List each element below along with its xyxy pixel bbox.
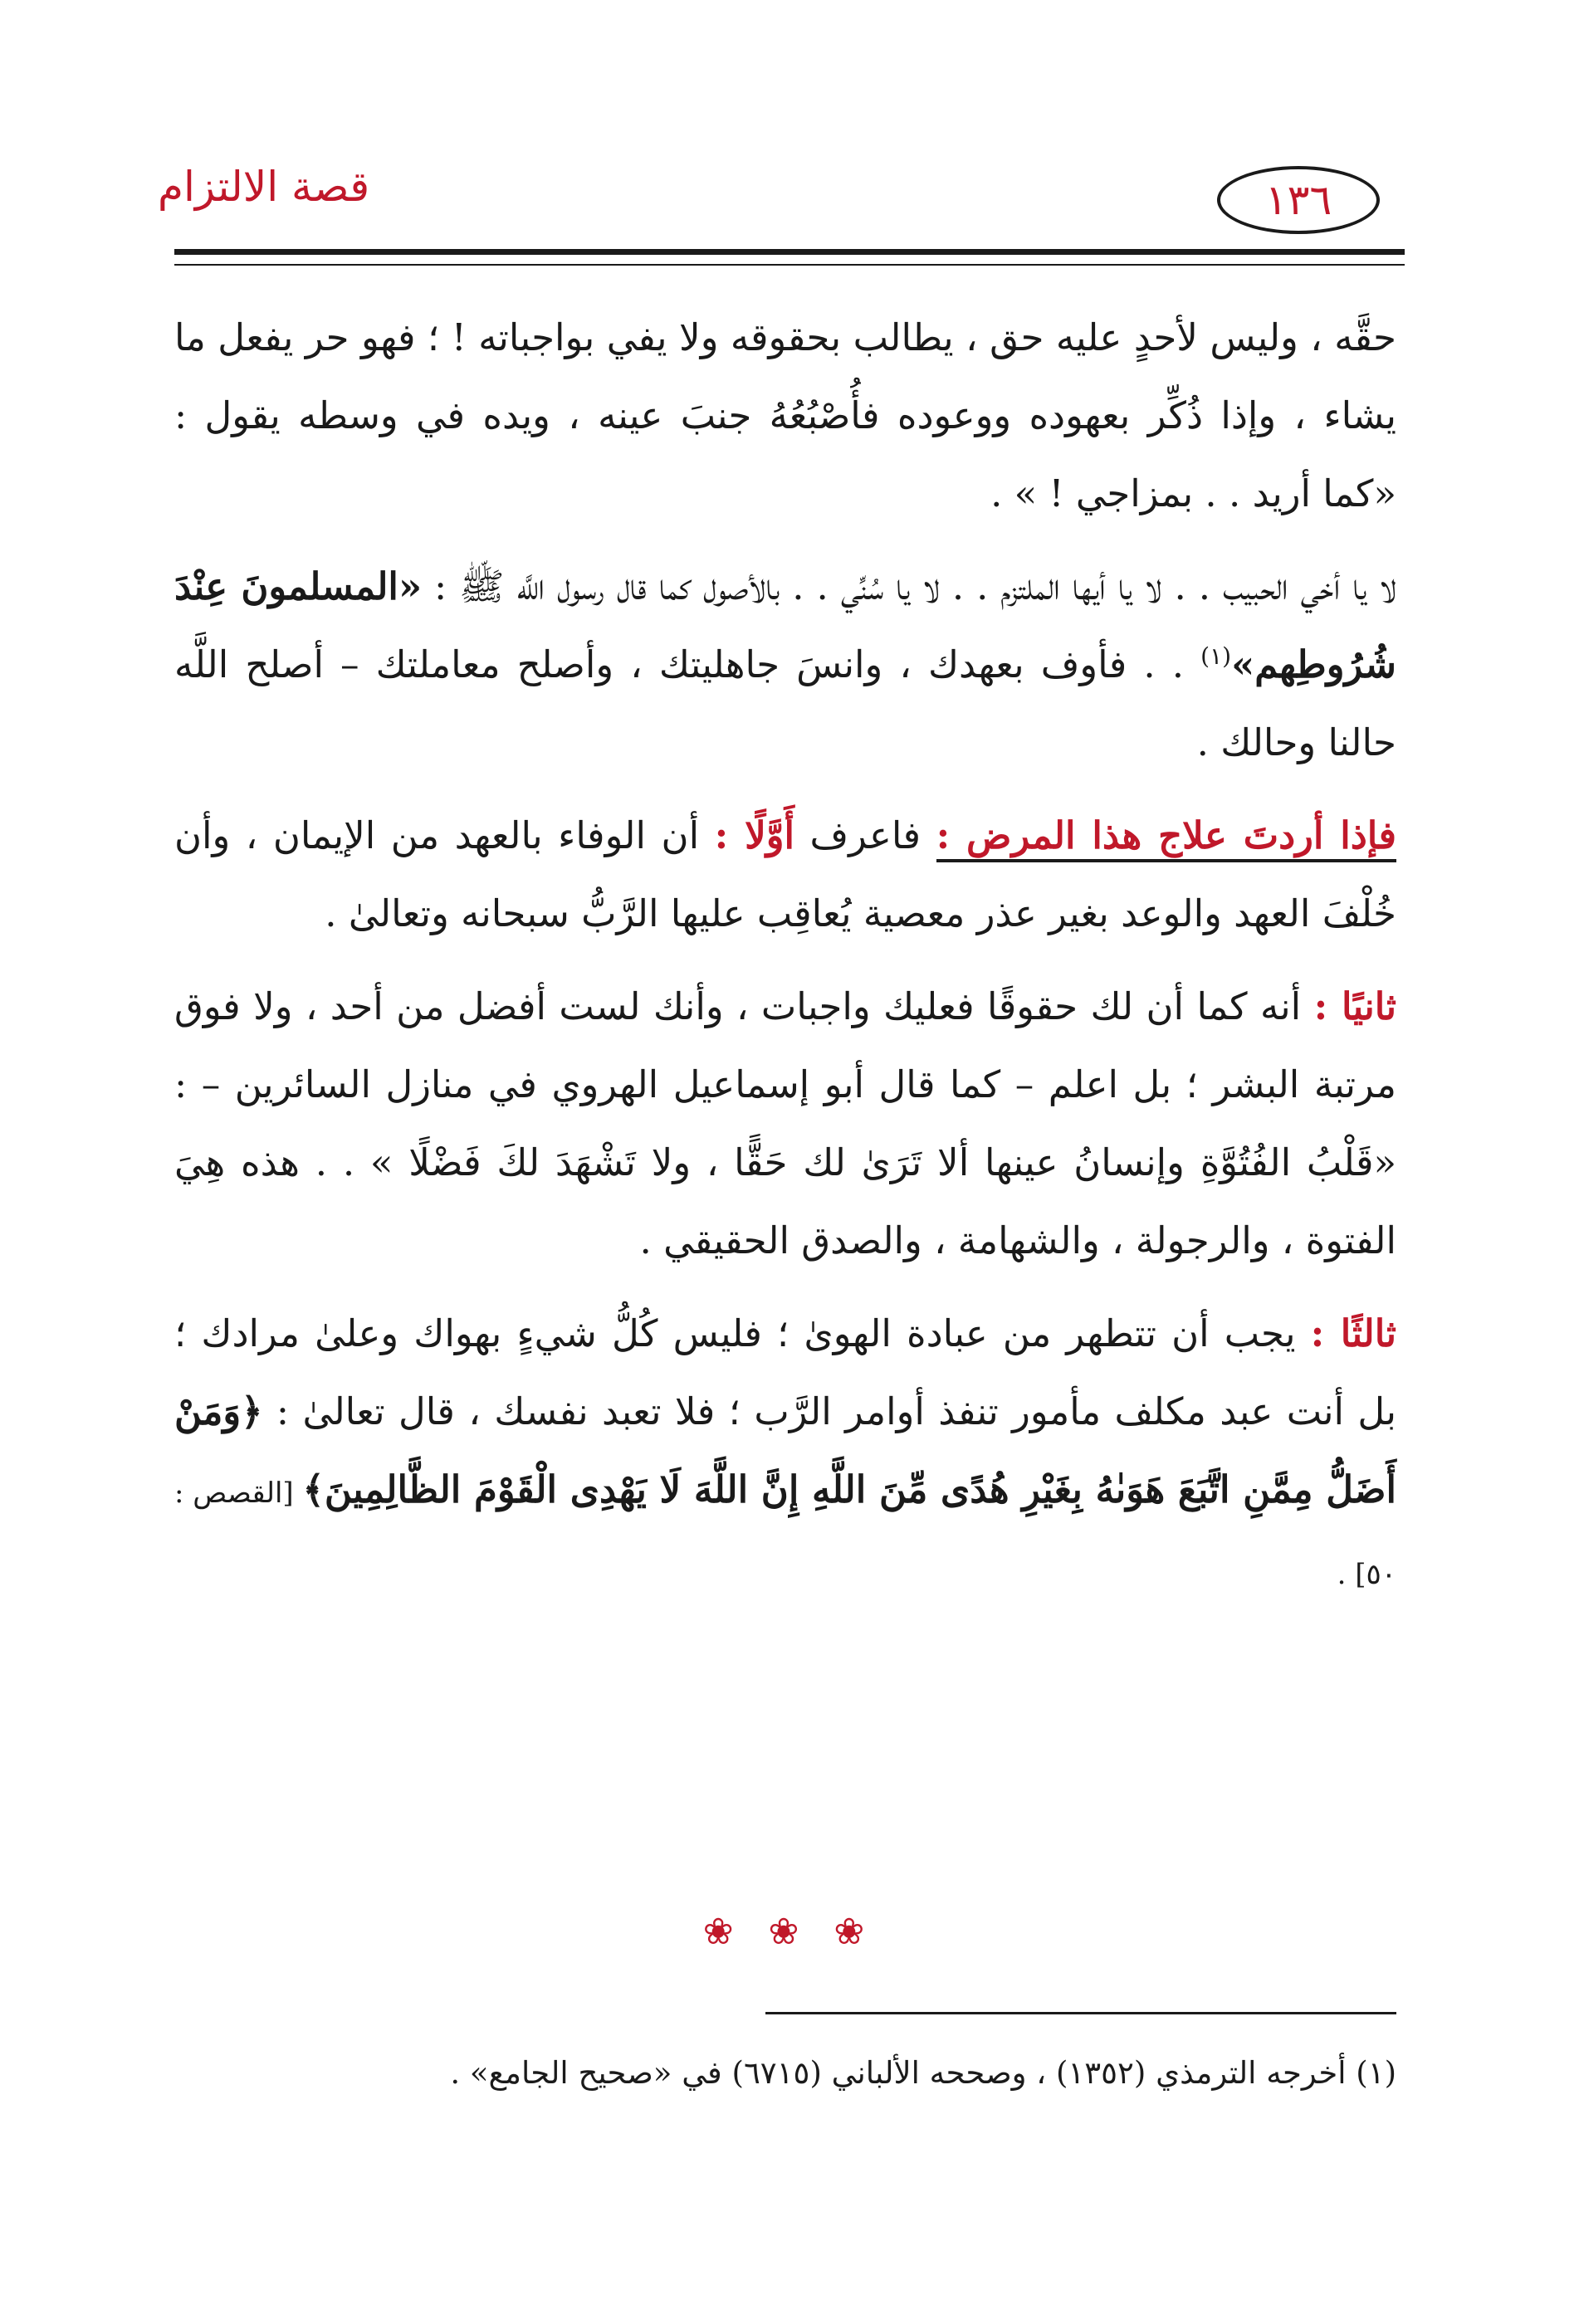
- page-number: ١٣٦: [1264, 176, 1332, 224]
- hadith-quote: «المسلمونَ عِنْدَ شُرُوطِهم»: [174, 564, 1396, 686]
- paragraph-2-text-a: لا يا أخي الحبيب . . لا يا أيها الملتزم . . لا يا سُنِّي . . بالأصول كما قال رسول اللَّه ﷺ :: [422, 564, 1397, 608]
- page-number-badge: [1217, 166, 1380, 234]
- paragraph-4-text: أنه كما أن لك حقوقًا فعليك واجبات ، وأنك لست أفضل من أحد ، ولا فوق مرتبة البشر ؛ بل اعلم – كما قال أبو إسماعيل الهروي في منازل السائرين – : «قَلْبُ الفُتُوَّةِ وإنسانُ عينها ألا تَرَىٰ لك حَقًّا ، ولا تَشْهَدَ لكَ فَضْلًا » . . هذه هِيَ الفتوة ، والرجولة ، والشهامة ، والصدق الحقيقي .: [174, 984, 1396, 1262]
- running-title: قصة الالتزام: [158, 163, 370, 211]
- paragraph-1: حقَّه ، وليس لأحدٍ عليه حق ، يطالب بحقوقه ولا يفي بواجباته ! ؛ فهو حر يفعل ما يشاء ، وإذا ذُكِّر بعهوده ووعوده فأُصْبُعُهُ جنبَ عينه ، ويده في وسطه يقول : «كما أريد . . بمزاجي ! » .: [174, 315, 1396, 515]
- paragraph-5: [174, 1295, 1396, 1614]
- header-rule-thin: [174, 264, 1405, 266]
- quran-verse: ﴿وَمَنْ أَضَلُّ مِمَّنِ اتَّبَعَ هَوَىٰهُ بِغَيْرِ هُدًى مِّنَ اللَّهِ إِنَّ اللَّهَ لَا يَهْدِى الْقَوْمَ الظَّالِمِينَ﴾: [174, 1389, 1396, 1511]
- paragraph-4: [174, 968, 1396, 1280]
- section-heading-remedy: فإذا أردتَ علاج هذا المرض :: [936, 813, 1396, 862]
- footnote-ref-1: (١): [1200, 642, 1232, 670]
- paragraph-5-text: يجب أن تتطهر من عبادة الهوىٰ ؛ فليس كُلُّ شيءٍ بهواك وعلىٰ مرادك ؛ بل أنت عبد مكلف مأمور تنفذ أوامر الرَّب ؛ فلا تعبد نفسك ، قال تعالىٰ :: [174, 1311, 1396, 1433]
- paragraph-3-text-a: فاعرف: [794, 813, 936, 857]
- ornament-separator: ❀ ❀ ❀: [702, 1911, 877, 1953]
- point-second-label: ثانيًا :: [1313, 984, 1396, 1028]
- main-text: [174, 299, 1396, 1628]
- point-first-label: أَوَّلًا :: [714, 813, 794, 857]
- point-third-label: ثالثًا :: [1310, 1311, 1397, 1355]
- paragraph-3-text-b: أن الوفاء بالعهد من الإيمان ، وأن خُلْفَ العهد والوعد بغير عذر معصية يُعاقِب عليها الرَّبُّ سبحانه وتعالىٰ .: [174, 813, 1396, 935]
- footnote-rule: [765, 2012, 1396, 2014]
- footnote-1: (١) أخرجه الترمذي (١٣٥٢) ، وصححه الألباني (٦٧١٥) في «صحيح الجامع» .: [450, 2055, 1396, 2091]
- paragraph-2-text-b: . . فأوف بعهدك ، وانسَ جاهليتك ، وأصلح معاملتك – أصلح اللَّه حالنا وحالك .: [174, 642, 1396, 764]
- paragraph-3: [174, 797, 1396, 953]
- header-rule-thick: [174, 249, 1405, 255]
- paragraph-2: [174, 548, 1396, 782]
- quran-reference: [القصص : ٥٠] .: [174, 1477, 1396, 1591]
